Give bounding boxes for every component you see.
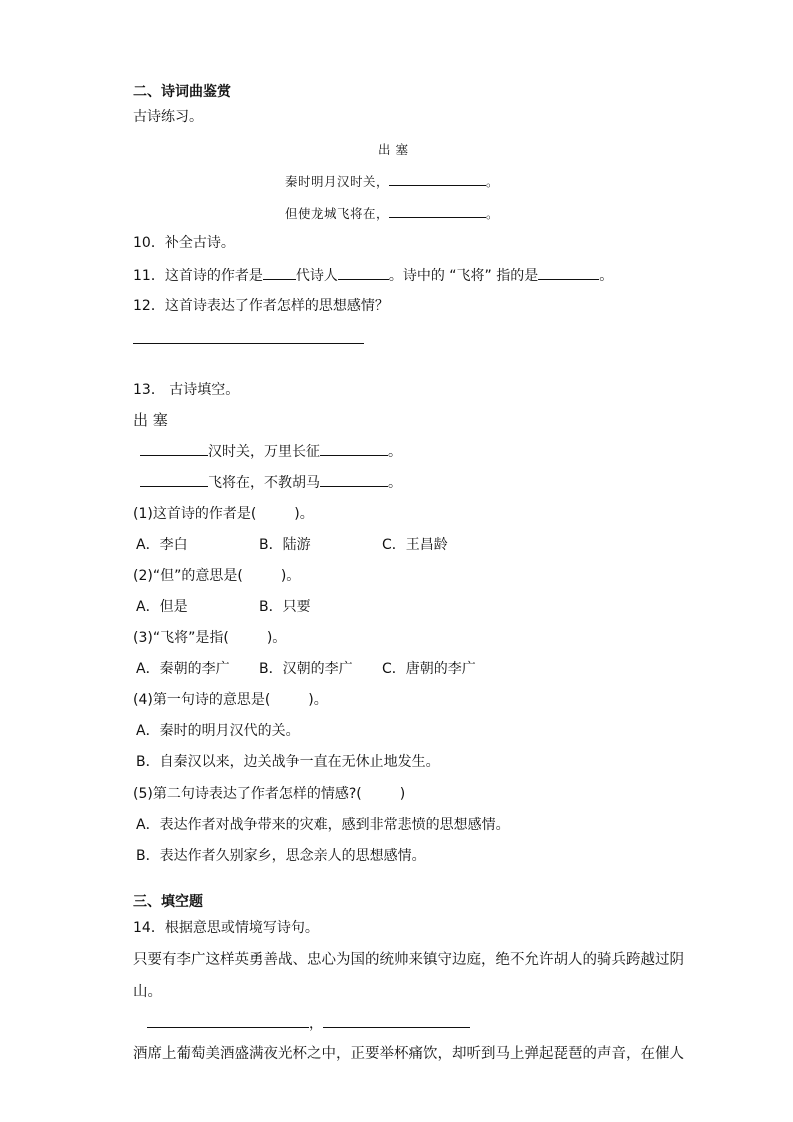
q14-answer-comma: ， [309, 1016, 323, 1032]
q13-sub-4-option-b[interactable]: B．自秦汉以来，边关战争一直在无休止地发生。 [136, 754, 440, 770]
q13-sub-2-option-b[interactable]: B．只要 [259, 599, 311, 615]
q13-sub-4-close: )。 [308, 692, 328, 708]
q13-sub-1 [133, 505, 314, 523]
q13-line-1-blank-a[interactable] [140, 442, 208, 456]
section-heading-fill: 三、填空题 [133, 894, 203, 910]
q13-sub-1-options [136, 536, 448, 554]
q13-line-2-text: 飞将在，不教胡马 [208, 475, 320, 491]
q12-answer-line[interactable] [133, 343, 364, 344]
section-heading-poetry: 二、诗词曲鉴赏 [133, 84, 231, 100]
q14-answer-row [147, 1014, 470, 1033]
intro-text: 古诗练习。 [133, 109, 203, 125]
question-12: 12．这首诗表达了作者怎样的思想感情？ [133, 298, 389, 314]
q13-sub-1-option-b[interactable]: B．陆游 [259, 537, 311, 553]
q13-sub-3-text: (3)“飞将”是指( [133, 630, 229, 646]
q13-line-1-end: 。 [388, 444, 402, 460]
q13-sub-1-close: )。 [294, 506, 314, 522]
q13-line-2-blank-a[interactable] [140, 473, 208, 487]
q13-line-1-text: 汉时关，万里长征 [208, 444, 320, 460]
q11-text-c: 。诗中的 “飞将” 指的是 [388, 268, 539, 284]
q13-sub-3-option-a[interactable]: A．秦朝的李广 [136, 661, 230, 677]
q11-blank-dynasty[interactable] [263, 266, 296, 280]
q13-sub-2 [133, 567, 300, 585]
question-14: 14．根据意思或情境写诗句。 [133, 920, 319, 936]
poem-line-2-blank[interactable] [389, 204, 486, 218]
q13-sub-3-option-c[interactable]: C．唐朝的李广 [382, 661, 476, 677]
poem-line-1-end: 。 [486, 174, 500, 189]
q13-sub-5-option-b[interactable]: B．表达作者久别家乡，思念亲人的思想感情。 [136, 848, 426, 864]
question-13: 13． 古诗填空。 [133, 382, 240, 398]
q13-sub-2-text: (2)“但”的意思是( [133, 568, 243, 584]
poem-line-1 [285, 172, 499, 191]
poem-line-2 [285, 204, 499, 223]
q14-prompt-1-line-1: 只要有李广这样英勇善战、忠心为国的统帅来镇守边庭，绝不允许胡人的骑兵跨越过阴 [133, 952, 684, 968]
q13-line-2-blank-b[interactable] [320, 473, 388, 487]
q13-line-2-end: 。 [388, 475, 402, 491]
q13-sub-3-close: )。 [266, 630, 287, 646]
question-10: 10．补全古诗。 [133, 235, 235, 251]
poem-line-2-text: 但使龙城飞将在， [285, 206, 390, 221]
q13-sub-5-option-a[interactable]: A．表达作者对战争带来的灾难，感到非常悲愤的思想感情。 [136, 817, 510, 833]
q11-text-a: 11．这首诗的作者是 [133, 268, 263, 284]
q13-sub-2-option-a[interactable]: A．但是 [136, 599, 188, 615]
q11-blank-feijiang[interactable] [538, 266, 599, 280]
q13-sub-3-options [136, 660, 476, 678]
q13-sub-4-text: (4)第一句诗的意思是( [133, 692, 271, 708]
poem-line-2-end: 。 [486, 206, 500, 221]
q13-line-1 [140, 442, 402, 461]
poem-title: 出 塞 [378, 142, 409, 157]
q14-answer-blank-1[interactable] [147, 1014, 309, 1028]
q13-sub-5-close: ) [399, 786, 406, 802]
q13-sub-1-option-c[interactable]: C．王昌龄 [382, 537, 448, 553]
q13-poem-title: 出 塞 [133, 411, 168, 429]
q11-text-d: 。 [599, 268, 614, 284]
q13-line-2 [140, 473, 402, 492]
q13-sub-3-option-b[interactable]: B．汉朝的李广 [259, 661, 353, 677]
q14-prompt-2-line-1: 酒席上葡萄美酒盛满夜光杯之中，正要举杯痛饮，却听到马上弹起琵琶的声音，在催人 [133, 1046, 684, 1062]
q11-text-b: 代诗人 [295, 268, 338, 284]
q13-sub-1-option-a[interactable]: A．李白 [136, 537, 188, 553]
q13-sub-1-text: (1)这首诗的作者是( [133, 506, 257, 522]
q11-blank-poet[interactable] [338, 266, 389, 280]
q14-prompt-1-line-2: 山。 [133, 984, 162, 1000]
q13-line-1-blank-b[interactable] [320, 442, 388, 456]
q14-answer-blank-2[interactable] [323, 1014, 470, 1028]
poem-line-1-text: 秦时明月汉时关， [285, 174, 390, 189]
q13-sub-4-option-a[interactable]: A．秦时的明月汉代的关。 [136, 723, 300, 739]
q13-sub-4 [133, 691, 328, 709]
q13-sub-5 [133, 785, 405, 803]
question-11 [133, 266, 613, 285]
q13-sub-2-close: )。 [280, 568, 301, 584]
q13-sub-2-options [136, 598, 311, 616]
poem-line-1-blank[interactable] [389, 172, 486, 186]
q13-sub-3 [133, 629, 286, 647]
q13-sub-5-text: (5)第二句诗表达了作者怎样的情感?( [133, 786, 362, 802]
